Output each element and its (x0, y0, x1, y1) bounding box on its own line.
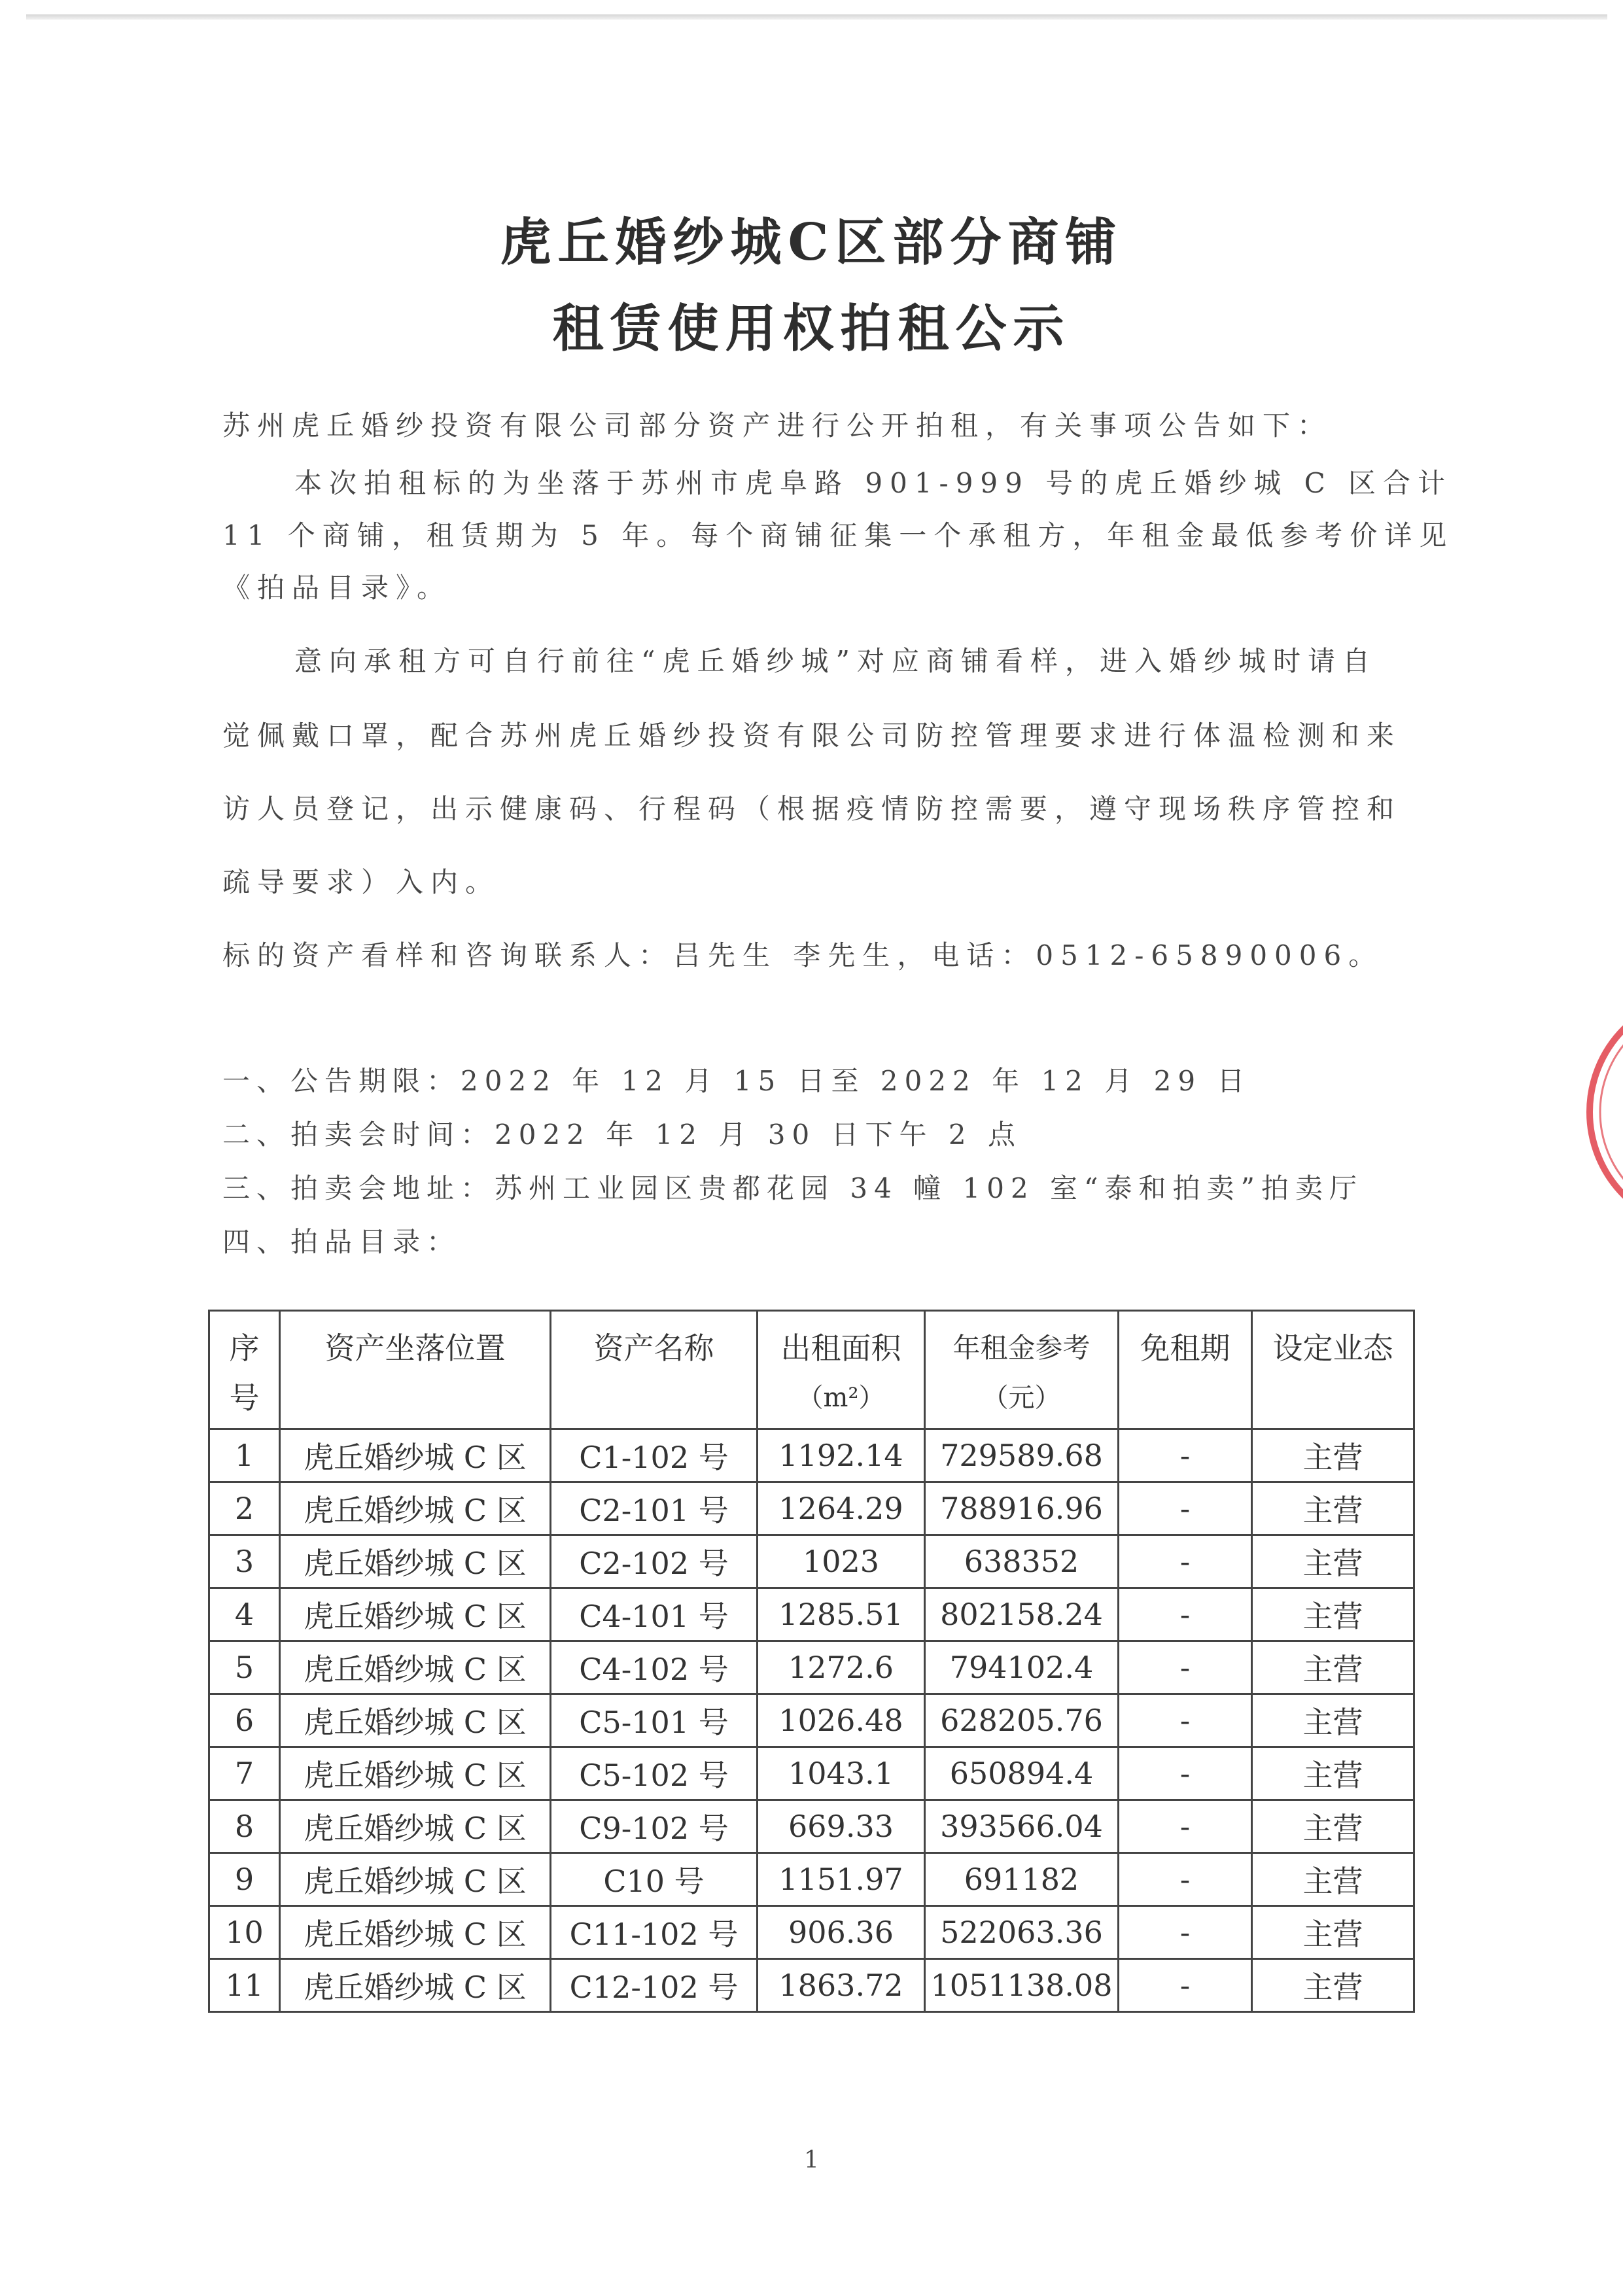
cell-area: 1285.51 (758, 1588, 925, 1641)
cell-no: 3 (209, 1535, 280, 1588)
auction-catalog-table (208, 1310, 1415, 2013)
company-seal (1544, 981, 1623, 1243)
cell-name: C1-102 号 (551, 1429, 758, 1482)
header-no (209, 1311, 280, 1429)
header-business (1252, 1311, 1414, 1429)
cell-location: 虎丘婚纱城 C 区 (280, 1641, 551, 1694)
cell-free: - (1119, 1535, 1252, 1588)
document-title-line1: 虎丘婚纱城C区部分商铺 (500, 213, 1123, 272)
cell-name: C4-101 号 (551, 1588, 758, 1641)
cell-rent: 802158.24 (925, 1588, 1119, 1641)
cell-rent: 650894.4 (925, 1747, 1119, 1800)
contact-line: 标的资产看样和咨询联系人：吕先生 李先生，电话：0512-65890006。 (222, 939, 1384, 971)
cell-location: 虎丘婚纱城 C 区 (280, 1959, 551, 2012)
cell-business: 主营 (1252, 1853, 1414, 1906)
cell-name: C12-102 号 (551, 1959, 758, 2012)
intro-paragraph: 苏州虎丘婚纱投资有限公司部分资产进行公开拍租，有关事项公告如下： (222, 409, 1333, 442)
cell-no: 7 (209, 1747, 280, 1800)
cell-business: 主营 (1252, 1747, 1414, 1800)
cell-free: - (1119, 1694, 1252, 1747)
cell-rent: 393566.04 (925, 1800, 1119, 1853)
catalog-heading: 四、拍品目录： (222, 1226, 461, 1258)
cell-business: 主营 (1252, 1906, 1414, 1959)
cell-area: 1043.1 (758, 1747, 925, 1800)
cell-rent: 691182 (925, 1853, 1119, 1906)
header-rent-line1: 年租金参考 (952, 1332, 1091, 1364)
header-rent (925, 1311, 1119, 1429)
cell-no: 5 (209, 1641, 280, 1694)
paragraph-2-line-4: 疏导要求）入内。 (222, 866, 500, 898)
cell-area: 1192.14 (758, 1429, 925, 1482)
table-row (209, 1588, 1414, 1641)
cell-name: C5-102 号 (551, 1747, 758, 1800)
table-row (209, 1906, 1414, 1959)
cell-name: C10 号 (551, 1853, 758, 1906)
cell-location: 虎丘婚纱城 C 区 (280, 1588, 551, 1641)
header-location-label: 资产坐落位置 (324, 1331, 506, 1366)
header-area (758, 1311, 925, 1429)
cell-location: 虎丘婚纱城 C 区 (280, 1747, 551, 1800)
cell-business: 主营 (1252, 1535, 1414, 1588)
cell-free: - (1119, 1800, 1252, 1853)
cell-rent: 522063.36 (925, 1906, 1119, 1959)
cell-free: - (1119, 1959, 1252, 2012)
header-business-label: 设定业态 (1272, 1331, 1393, 1366)
header-no-line2: 号 (229, 1380, 260, 1416)
cell-business: 主营 (1252, 1959, 1414, 2012)
cell-area: 1151.97 (758, 1853, 925, 1906)
cell-area: 1026.48 (758, 1694, 925, 1747)
cell-no: 9 (209, 1853, 280, 1906)
cell-location: 虎丘婚纱城 C 区 (280, 1535, 551, 1588)
cell-location: 虎丘婚纱城 C 区 (280, 1694, 551, 1747)
cell-no: 6 (209, 1694, 280, 1747)
cell-rent: 788916.96 (925, 1482, 1119, 1535)
paragraph-2-line-2: 觉佩戴口罩，配合苏州虎丘婚纱投资有限公司防控管理要求进行体温检测和来 (222, 720, 1402, 752)
cell-business: 主营 (1252, 1641, 1414, 1694)
table-row (209, 1853, 1414, 1906)
cell-free: - (1119, 1853, 1252, 1906)
header-name (551, 1311, 758, 1429)
cell-free: - (1119, 1482, 1252, 1535)
paragraph-1-line-1: 本次拍租标的为坐落于苏州市虎阜路 901-999 号的虎丘婚纱城 C 区合计 (294, 467, 1453, 499)
cell-free: - (1119, 1906, 1252, 1959)
cell-no: 4 (209, 1588, 280, 1641)
header-name-label: 资产名称 (593, 1331, 714, 1366)
cell-name: C11-102 号 (551, 1906, 758, 1959)
cell-no: 8 (209, 1800, 280, 1853)
cell-free: - (1119, 1588, 1252, 1641)
cell-location: 虎丘婚纱城 C 区 (280, 1906, 551, 1959)
cell-business: 主营 (1252, 1588, 1414, 1641)
header-free-period (1119, 1311, 1252, 1429)
table-row (209, 1482, 1414, 1535)
paragraph-2-line-1: 意向承租方可自行前往“虎丘婚纱城”对应商铺看样，进入婚纱城时请自 (294, 645, 1377, 677)
cell-rent: 1051138.08 (925, 1959, 1119, 2012)
header-area-line1: 出租面积 (780, 1331, 901, 1366)
cell-area: 1863.72 (758, 1959, 925, 2012)
cell-name: C2-102 号 (551, 1535, 758, 1588)
auction-time: 二、拍卖会时间：2022 年 12 月 30 日下午 2 点 (222, 1119, 1022, 1151)
cell-business: 主营 (1252, 1429, 1414, 1482)
table-row (209, 1800, 1414, 1853)
paragraph-1-line-3: 《拍品目录》。 (222, 572, 452, 604)
cell-business: 主营 (1252, 1694, 1414, 1747)
header-no-line1: 序 (229, 1331, 260, 1366)
table-row (209, 1535, 1414, 1588)
cell-no: 2 (209, 1482, 280, 1535)
table-row (209, 1747, 1414, 1800)
header-free-label: 免租期 (1140, 1331, 1230, 1366)
table-row (209, 1694, 1414, 1747)
paragraph-1-line-2: 11 个商铺，租赁期为 5 年。每个商铺征集一个承租方，年租金最低参考价详见 (222, 519, 1454, 551)
cell-no: 11 (209, 1959, 280, 2012)
cell-location: 虎丘婚纱城 C 区 (280, 1853, 551, 1906)
cell-no: 10 (209, 1906, 280, 1959)
cell-location: 虎丘婚纱城 C 区 (280, 1482, 551, 1535)
cell-name: C4-102 号 (551, 1641, 758, 1694)
cell-free: - (1119, 1747, 1252, 1800)
page-number: 1 (804, 2147, 819, 2174)
cell-free: - (1119, 1429, 1252, 1482)
document-title-line2: 租赁使用权拍租公示 (552, 299, 1071, 358)
table-row (209, 1641, 1414, 1694)
cell-area: 669.33 (758, 1800, 925, 1853)
table-row (209, 1959, 1414, 2012)
cell-area: 1272.6 (758, 1641, 925, 1694)
cell-name: C9-102 号 (551, 1800, 758, 1853)
header-rent-unit: （元） (982, 1383, 1061, 1413)
cell-rent: 794102.4 (925, 1641, 1119, 1694)
header-location (280, 1311, 551, 1429)
cell-business: 主营 (1252, 1800, 1414, 1853)
paragraph-2-line-3: 访人员登记，出示健康码、行程码（根据疫情防控需要，遵守现场秩序管控和 (222, 793, 1402, 825)
cell-location: 虎丘婚纱城 C 区 (280, 1800, 551, 1853)
scan-top-edge (26, 14, 1607, 20)
header-area-unit: （m²） (797, 1383, 885, 1413)
cell-name: C5-101 号 (551, 1694, 758, 1747)
cell-rent: 638352 (925, 1535, 1119, 1588)
cell-location: 虎丘婚纱城 C 区 (280, 1429, 551, 1482)
table-header-row (209, 1311, 1414, 1429)
auction-address: 三、拍卖会地址：苏州工业园区贵都花园 34 幢 102 室“泰和拍卖”拍卖厅 (222, 1172, 1363, 1204)
cell-rent: 729589.68 (925, 1429, 1119, 1482)
cell-area: 1264.29 (758, 1482, 925, 1535)
table-body (209, 1429, 1414, 2012)
cell-no: 1 (209, 1429, 280, 1482)
cell-rent: 628205.76 (925, 1694, 1119, 1747)
cell-area: 1023 (758, 1535, 925, 1588)
cell-free: - (1119, 1641, 1252, 1694)
cell-business: 主营 (1252, 1482, 1414, 1535)
table-row (209, 1429, 1414, 1482)
cell-area: 906.36 (758, 1906, 925, 1959)
notice-period: 一、公告期限：2022 年 12 月 15 日至 2022 年 12 月 29 日 (222, 1065, 1251, 1097)
cell-name: C2-101 号 (551, 1482, 758, 1535)
